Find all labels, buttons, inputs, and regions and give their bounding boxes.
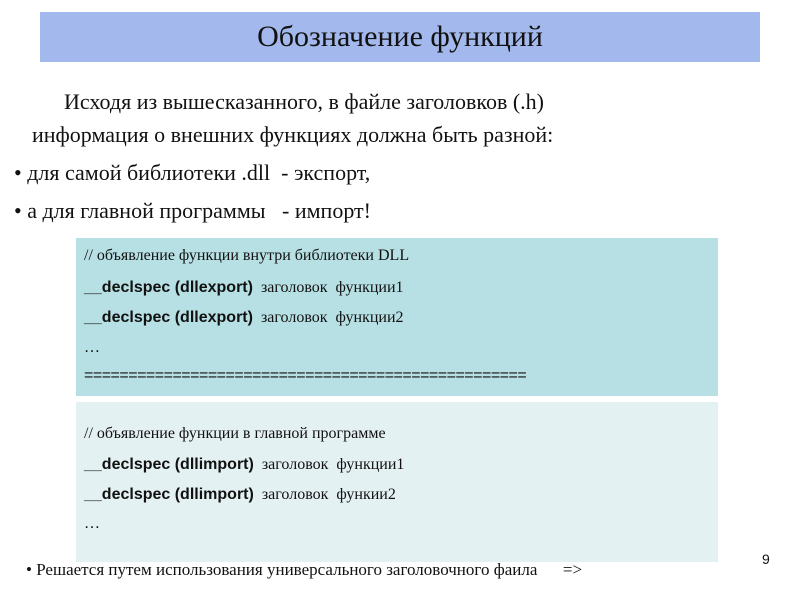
import-keyword-1: __declspec (dllimport)	[84, 456, 254, 473]
slide-title: Обозначение функций	[257, 20, 543, 53]
import-ellipsis: …	[84, 515, 100, 532]
bullet-import: • а для главной программы - импорт!	[14, 198, 371, 223]
import-comment: // объявление функции в главной программе	[84, 425, 386, 442]
import-line-1	[84, 455, 404, 475]
import-rest-2: заголовок функии2	[253, 486, 396, 503]
export-keyword-2: __declspec (dllexport)	[84, 309, 253, 326]
export-ellipsis: …	[84, 339, 100, 356]
export-comment: // объявление функции внутри библиотеки DLL	[84, 247, 410, 264]
export-rest-1: заголовок функции1	[252, 279, 404, 296]
intro-line-2: информация о внешних функциях должна быть разной:	[32, 122, 554, 147]
import-line-2	[84, 485, 396, 505]
export-line-1	[84, 278, 404, 298]
intro-line-1: Исходя из вышесказанного, в файле заголовков (.h)	[64, 89, 544, 114]
bullet-export: • для самой библиотеки .dll - экспорт,	[14, 160, 371, 185]
import-code-box	[76, 402, 718, 562]
export-rest-2: заголовок функции2	[252, 309, 404, 326]
import-rest-1: заголовок функции1	[253, 456, 405, 473]
page-number: 9	[762, 551, 770, 567]
export-separator: ==================================================	[84, 367, 527, 384]
intro-paragraph	[22, 85, 722, 151]
import-keyword-2: __declspec (dllimport)	[84, 486, 254, 503]
slide-title-bar	[40, 12, 760, 62]
export-keyword-1: __declspec (dllexport)	[84, 279, 253, 296]
export-code-box	[76, 238, 718, 396]
export-line-2	[84, 308, 404, 328]
footer-note: • Решается путем использования универсального заголовочного фаила =>	[26, 560, 583, 579]
